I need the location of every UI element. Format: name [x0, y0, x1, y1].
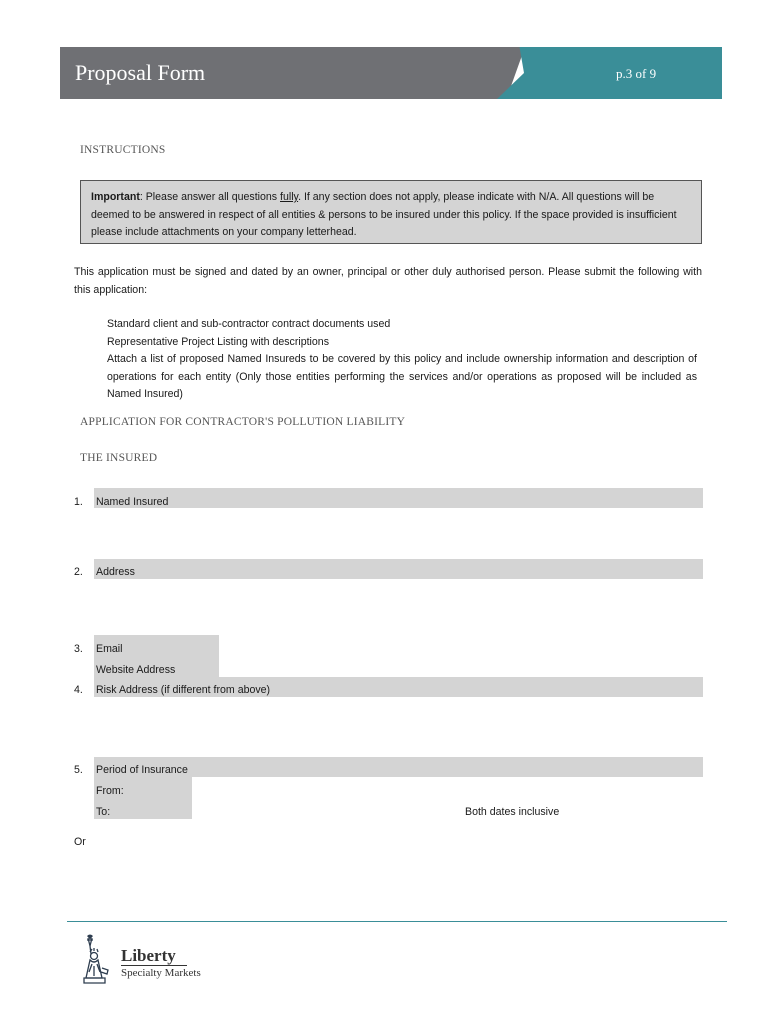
important-underlined: fully: [280, 191, 299, 203]
page-number: p.3 of 9: [616, 66, 657, 81]
named-insured-label: Named Insured: [96, 496, 169, 508]
question-number: 1.: [74, 496, 83, 508]
important-label: Important: [91, 191, 140, 203]
risk-address-label: Risk Address (if different from above): [96, 684, 271, 696]
important-text-1: : Please answer all questions: [139, 191, 281, 203]
logo-rule: [121, 965, 187, 966]
company-logo-word: Liberty: [121, 946, 176, 965]
company-logo-sub: Specialty Markets: [121, 967, 201, 979]
question-number: 4.: [74, 684, 83, 696]
list-item: Standard client and sub-contractor contract documents used: [107, 318, 391, 330]
list-item: Attach a list of proposed Named Insureds to be covered by this policy and include ownership information and description of operations for each entity (Only those entities performing the services and/or operations as proposed will be included as Named Insured): [107, 353, 697, 400]
list-item: Representative Project Listing with descriptions: [107, 335, 329, 348]
important-notice: [80, 180, 702, 244]
insured-subheading: THE INSURED: [80, 452, 158, 464]
from-label: From:: [96, 785, 124, 797]
footer-divider: [67, 921, 727, 922]
question-number: 3.: [74, 643, 83, 655]
important-text-2: . If any section does not apply, please indicate with N/A. All questions will be deemed to be answered in respect of all entities & persons to be insured under this policy. If the space provided is insufficient please include attachments on your company letterhead.: [91, 191, 677, 238]
period-label: Period of Insurance: [96, 764, 188, 776]
address-label: Address: [96, 566, 135, 578]
to-label: To:: [96, 806, 111, 818]
instructions-heading: INSTRUCTIONS: [80, 144, 166, 156]
page-title: Proposal Form: [75, 60, 206, 85]
email-label: Email: [96, 643, 123, 655]
application-heading: APPLICATION FOR CONTRACTOR'S POLLUTION LIABILITY: [80, 416, 406, 428]
address-field[interactable]: [94, 559, 703, 579]
question-number: 2.: [74, 566, 83, 578]
question-number: 5.: [74, 764, 83, 776]
page-indicator-banner: [497, 47, 722, 99]
statue-of-liberty-icon: [78, 934, 118, 986]
website-label: Website Address: [96, 664, 176, 676]
required-documents-list: [107, 316, 697, 404]
named-insured-field[interactable]: [94, 488, 703, 508]
submission-paragraph: This application must be signed and dated by an owner, principal or other duly authorised person. Please submit the following with this application:: [74, 266, 702, 296]
or-text: Or: [74, 836, 86, 848]
dates-inclusive-note: Both dates inclusive: [465, 806, 560, 818]
